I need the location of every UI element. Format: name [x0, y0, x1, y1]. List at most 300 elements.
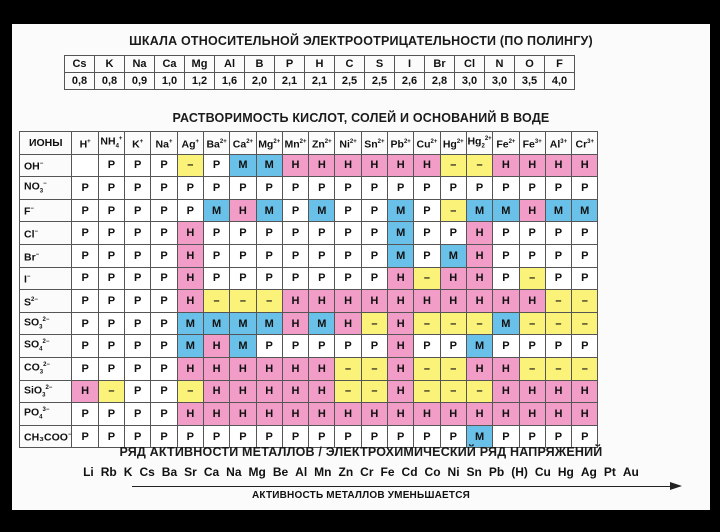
solubility-cell: М — [388, 222, 414, 245]
solubility-cell: Н — [203, 403, 229, 426]
solubility-cell: Р — [203, 244, 229, 267]
solubility-cell: Р — [72, 425, 98, 448]
metal-symbol: (H) — [511, 465, 528, 479]
cation-charge: + — [118, 136, 123, 142]
en-value-cell: 2,5 — [335, 73, 365, 90]
solubility-cell: Р — [125, 290, 151, 313]
solubility-cell: Р — [388, 177, 414, 200]
en-value-cell: 1,0 — [155, 73, 185, 90]
anion-subscript: 3 — [42, 392, 46, 399]
solubility-cell: М — [230, 312, 256, 335]
cation-charge: 2+ — [299, 138, 307, 145]
solubility-cell: Р — [203, 425, 229, 448]
anion-label — [20, 222, 72, 245]
solubility-cell: Р — [151, 312, 177, 335]
activity-decrease-label: АКТИВНОСТЬ МЕТАЛЛОВ УМЕНЬШАЕТСЯ — [251, 490, 471, 501]
cation-header — [572, 132, 598, 155]
solubility-cell: Р — [72, 357, 98, 380]
anion-symbol: Cl — [24, 228, 35, 241]
en-element-cell: Cl — [455, 56, 485, 73]
anion-row — [20, 154, 598, 177]
solubility-cell: Р — [177, 425, 203, 448]
solubility-cell: – — [335, 380, 361, 403]
anion-row — [20, 403, 598, 426]
cation-symbol: NH — [100, 135, 116, 148]
solubility-cell: Н — [440, 290, 466, 313]
cation-symbol: Hg — [467, 135, 482, 148]
solubility-cell: Р — [519, 425, 545, 448]
solubility-cell: Р — [72, 335, 98, 358]
solubility-cell: – — [177, 380, 203, 403]
solubility-cell: Р — [414, 335, 440, 358]
solubility-cell: Р — [98, 290, 124, 313]
solubility-cell: Н — [388, 335, 414, 358]
solubility-cell: Н — [414, 154, 440, 177]
solubility-cell: Н — [230, 199, 256, 222]
metal-symbol: Mn — [314, 465, 332, 479]
cation-symbol: Al — [549, 138, 561, 151]
metal-symbol: Pb — [488, 465, 505, 479]
solubility-cell: Р — [493, 177, 519, 200]
solubility-cell: Р — [256, 267, 282, 290]
solubility-cell: Н — [203, 357, 229, 380]
cation-symbol: K — [132, 138, 140, 151]
en-element-cell: Mg — [185, 56, 215, 73]
cation-symbol: Na — [155, 138, 169, 151]
solubility-cell: Н — [309, 154, 335, 177]
solubility-cell: Р — [414, 222, 440, 245]
solubility-cell: Р — [230, 267, 256, 290]
en-value-cell: 2,8 — [425, 73, 455, 90]
cation-header — [335, 132, 361, 155]
solubility-cell: Н — [519, 154, 545, 177]
solubility-cell: Н — [230, 380, 256, 403]
solubility-cell: – — [361, 380, 387, 403]
cation-subscript: 2 — [481, 143, 485, 150]
solubility-cell: Н — [230, 403, 256, 426]
solubility-cell: – — [440, 357, 466, 380]
cation-charge: 3+ — [534, 138, 542, 145]
en-element-cell: S — [365, 56, 395, 73]
solubility-cell: Р — [98, 199, 124, 222]
solubility-cell: М — [177, 335, 203, 358]
anion-row — [20, 290, 598, 313]
solubility-cell: Р — [440, 425, 466, 448]
solubility-cell: Р — [282, 267, 308, 290]
anion-symbol: NO — [24, 180, 40, 193]
anion-subscript: 4 — [39, 346, 43, 353]
anion-label — [20, 403, 72, 426]
solubility-cell: Н — [493, 380, 519, 403]
solubility-cell: Р — [72, 403, 98, 426]
activity-series-title: РЯД АКТИВНОСТИ МЕТАЛЛОВ / ЭЛЕКТРОХИМИЧЕСКИЙ РЯД НАПРЯЖЕНИЙ — [119, 445, 603, 459]
solubility-cell: Р — [151, 335, 177, 358]
solubility-cell: Р — [282, 425, 308, 448]
metal-symbol: Cu — [534, 465, 551, 479]
solubility-cell: – — [177, 154, 203, 177]
anion-charge: 2− — [42, 316, 50, 323]
cation-header — [519, 132, 545, 155]
solubility-cell: Р — [151, 222, 177, 245]
solubility-cell: Р — [125, 335, 151, 358]
anion-subscript: 3 — [39, 324, 43, 331]
metal-symbol: Al — [295, 465, 308, 479]
metal-symbol: Sn — [466, 465, 482, 479]
anion-row — [20, 177, 598, 200]
en-value-cell: 3,5 — [515, 73, 545, 90]
solubility-cell: Р — [309, 267, 335, 290]
solubility-cell: Н — [309, 380, 335, 403]
metal-symbol: Li — [83, 465, 94, 479]
solubility-cell: – — [203, 290, 229, 313]
cation-charge: + — [87, 138, 91, 145]
solubility-cell: Н — [282, 312, 308, 335]
anion-subscript: 3 — [39, 188, 44, 195]
anion-subscript: 3 — [39, 369, 44, 376]
solubility-cell: М — [440, 244, 466, 267]
solubility-cell: Р — [361, 425, 387, 448]
solubility-cell: Н — [466, 267, 492, 290]
solubility-cell: Н — [177, 357, 203, 380]
activity-arrow-head — [670, 482, 682, 490]
en-value-cell: 2,1 — [305, 73, 335, 90]
cation-charge: 2+ — [377, 138, 385, 145]
anion-row — [20, 312, 598, 335]
cation-symbol: Ag — [181, 138, 196, 151]
solubility-cell: Н — [572, 154, 598, 177]
solubility-cell: Р — [98, 267, 124, 290]
anion-label — [20, 244, 72, 267]
solubility-cell: М — [177, 312, 203, 335]
solubility-cell: – — [545, 357, 571, 380]
anion-charge: − — [43, 181, 47, 188]
solubility-cell: Н — [414, 403, 440, 426]
solubility-cell: Р — [335, 199, 361, 222]
solubility-cell: Р — [282, 177, 308, 200]
solubility-cell: Р — [519, 335, 545, 358]
solubility-cell: Н — [493, 154, 519, 177]
solubility-cell: Н — [177, 222, 203, 245]
solubility-cell: М — [572, 199, 598, 222]
solubility-cell: Н — [282, 403, 308, 426]
metal-symbol: Be — [272, 465, 289, 479]
anion-symbol: CO — [24, 361, 40, 374]
solubility-cell: Р — [466, 177, 492, 200]
anion-label — [20, 154, 72, 177]
metal-symbol: Zn — [338, 465, 354, 479]
cation-subscript: 4 — [115, 143, 119, 150]
en-value-cell: 4,0 — [545, 73, 575, 90]
solubility-cell: Р — [335, 267, 361, 290]
anion-row — [20, 244, 598, 267]
solubility-cell: Н — [177, 244, 203, 267]
anion-charge: − — [67, 432, 72, 439]
solubility-cell: Р — [98, 425, 124, 448]
solubility-cell: Н — [388, 154, 414, 177]
activity-arrow-line — [132, 486, 677, 487]
anion-label — [20, 267, 72, 290]
solubility-cell: Н — [466, 244, 492, 267]
solubility-cell: Н — [361, 290, 387, 313]
solubility-cell: Р — [72, 290, 98, 313]
solubility-cell: Н — [545, 403, 571, 426]
anion-charge: − — [30, 206, 34, 213]
solubility-cell: Р — [72, 267, 98, 290]
solubility-cell: Н — [493, 403, 519, 426]
solubility-cell: – — [440, 154, 466, 177]
solubility-cell: Р — [256, 425, 282, 448]
en-element-cell: Br — [425, 56, 455, 73]
solubility-cell: – — [519, 357, 545, 380]
solubility-cell: Н — [177, 267, 203, 290]
solubility-cell: М — [256, 312, 282, 335]
electronegativity-table — [64, 55, 575, 90]
en-element-cell: H — [305, 56, 335, 73]
solubility-cell: – — [230, 290, 256, 313]
solubility-cell: Р — [72, 312, 98, 335]
cation-charge: 2+ — [484, 136, 492, 142]
solubility-cell: Р — [72, 199, 98, 222]
reference-sheet — [12, 24, 710, 510]
cation-header — [545, 132, 571, 155]
solubility-cell: Р — [335, 177, 361, 200]
solubility-cell: Н — [545, 154, 571, 177]
cation-charge: 2+ — [456, 138, 464, 145]
en-value-cell: 2,5 — [365, 73, 395, 90]
solubility-cell: Р — [125, 199, 151, 222]
en-value-cell: 1,2 — [185, 73, 215, 90]
solubility-cell: Р — [151, 267, 177, 290]
en-element-cell: Na — [125, 56, 155, 73]
solubility-cell: Р — [519, 244, 545, 267]
solubility-cell: Н — [335, 290, 361, 313]
solubility-cell: Р — [151, 425, 177, 448]
solubility-cell: Р — [572, 244, 598, 267]
cation-charge: 2+ — [430, 138, 438, 145]
cation-charge: 3+ — [587, 138, 595, 145]
cation-charge: 2+ — [508, 138, 516, 145]
cation-symbol: Ni — [339, 138, 350, 151]
solubility-cell: М — [493, 199, 519, 222]
solubility-cell: Р — [125, 177, 151, 200]
solubility-cell: Р — [72, 244, 98, 267]
solubility-cell: Н — [572, 380, 598, 403]
solubility-cell: Н — [388, 267, 414, 290]
solubility-cell: Р — [282, 244, 308, 267]
anion-row — [20, 222, 598, 245]
anion-label — [20, 380, 72, 403]
anion-row — [20, 199, 598, 222]
metal-symbol: Rb — [100, 465, 117, 479]
solubility-cell: Р — [98, 222, 124, 245]
solubility-cell: Р — [361, 267, 387, 290]
solubility-cell: Р — [335, 335, 361, 358]
solubility-cell: М — [309, 199, 335, 222]
en-value-cell: 2,0 — [245, 73, 275, 90]
solubility-cell: Н — [177, 290, 203, 313]
solubility-cell: М — [230, 154, 256, 177]
solubility-cell: Н — [177, 403, 203, 426]
solubility-cell: Р — [98, 357, 124, 380]
anion-charge: 2− — [43, 361, 50, 368]
solubility-cell: Р — [545, 244, 571, 267]
solubility-table — [19, 131, 598, 448]
metal-symbol: Mg — [248, 465, 266, 479]
solubility-cell: Н — [572, 403, 598, 426]
anion-row — [20, 335, 598, 358]
anion-symbol: SiO — [24, 384, 43, 397]
cation-header — [98, 132, 124, 155]
solubility-cell: – — [545, 290, 571, 313]
solubility-cell: Н — [256, 403, 282, 426]
solubility-cell: – — [414, 357, 440, 380]
en-value-cell: 0,9 — [125, 73, 155, 90]
solubility-cell: Р — [493, 425, 519, 448]
solubility-cell: Р — [493, 244, 519, 267]
solubility-cell: Р — [256, 244, 282, 267]
en-value-cell: 1,6 — [215, 73, 245, 90]
solubility-cell: М — [545, 199, 571, 222]
solubility-cell: Н — [230, 357, 256, 380]
cation-header — [361, 132, 387, 155]
solubility-cell: Р — [177, 199, 203, 222]
solubility-cell: Р — [414, 425, 440, 448]
solubility-cell: М — [230, 335, 256, 358]
anion-symbol: SO — [24, 316, 40, 329]
metal-symbol: Fe — [380, 465, 395, 479]
en-value-cell: 2,6 — [395, 73, 425, 90]
solubility-cell: – — [414, 267, 440, 290]
solubility-cell: Р — [361, 222, 387, 245]
solubility-cell: Р — [98, 177, 124, 200]
solubility-cell: Н — [361, 403, 387, 426]
solubility-cell: Р — [72, 222, 98, 245]
solubility-cell: Н — [388, 290, 414, 313]
solubility-cell: Р — [545, 425, 571, 448]
solubility-cell: Н — [388, 380, 414, 403]
solubility-cell: Р — [125, 154, 151, 177]
solubility-cell: – — [440, 312, 466, 335]
cation-header — [72, 132, 98, 155]
solubility-cell: Р — [440, 177, 466, 200]
cation-symbol: Ca — [232, 138, 247, 151]
metal-symbol: Sr — [184, 465, 197, 479]
anion-row — [20, 380, 598, 403]
metal-symbol: K — [123, 465, 133, 479]
solubility-cell: Н — [203, 380, 229, 403]
en-value-cell: 3,0 — [485, 73, 515, 90]
en-value-cell: 0,8 — [95, 73, 125, 90]
solubility-title: РАСТВОРИМОСТЬ КИСЛОТ, СОЛЕЙ И ОСНОВАНИЙ В ВОДЕ — [172, 111, 550, 125]
electronegativity-title: ШКАЛА ОТНОСИТЕЛЬНОЙ ЭЛЕКТРООТРИЦАТЕЛЬНОСТИ (ПО ПОЛИНГУ) — [129, 34, 593, 48]
solubility-cell: Р — [151, 357, 177, 380]
anion-row — [20, 267, 598, 290]
metal-symbol: Pt — [603, 465, 616, 479]
solubility-cell: Н — [335, 154, 361, 177]
solubility-cell: Р — [125, 222, 151, 245]
cation-charge: + — [168, 138, 173, 145]
solubility-cell: – — [256, 290, 282, 313]
solubility-cell: Р — [98, 335, 124, 358]
metal-symbol: Ni — [447, 465, 460, 479]
solubility-cell: Р — [230, 244, 256, 267]
cation-header — [125, 132, 151, 155]
solubility-cell: Р — [203, 222, 229, 245]
solubility-cell: М — [256, 199, 282, 222]
metal-symbol: Ba — [161, 465, 178, 479]
solubility-cell: – — [440, 199, 466, 222]
solubility-cell: Н — [282, 154, 308, 177]
cation-header — [414, 132, 440, 155]
solubility-cell: Н — [309, 403, 335, 426]
en-element-cell: F — [545, 56, 575, 73]
solubility-cell: Н — [466, 290, 492, 313]
solubility-cell: Р — [203, 267, 229, 290]
cation-charge: 3+ — [560, 138, 568, 145]
anion-charge: − — [39, 161, 44, 168]
solubility-cell: Р — [125, 425, 151, 448]
solubility-cell: – — [440, 380, 466, 403]
anion-charge: 3− — [42, 407, 50, 414]
solubility-cell: М — [203, 199, 229, 222]
solubility-cell: Р — [98, 312, 124, 335]
solubility-cell: Н — [493, 290, 519, 313]
en-element-cell: O — [515, 56, 545, 73]
en-element-cell: Cs — [65, 56, 95, 73]
solubility-cell: Р — [151, 290, 177, 313]
solubility-cell: – — [98, 380, 124, 403]
cation-header — [282, 132, 308, 155]
solubility-cell — [72, 154, 98, 177]
solubility-cell: Р — [151, 199, 177, 222]
solubility-cell: Р — [151, 403, 177, 426]
solubility-cell: Р — [309, 222, 335, 245]
solubility-cell: Р — [151, 380, 177, 403]
solubility-cell: М — [309, 312, 335, 335]
cation-symbol: Zn — [311, 138, 325, 151]
solubility-cell: Н — [203, 335, 229, 358]
solubility-cell: Н — [519, 380, 545, 403]
cation-header — [466, 132, 492, 155]
solubility-cell: Р — [125, 244, 151, 267]
solubility-cell: Р — [335, 244, 361, 267]
en-value-cell: 2,1 — [275, 73, 305, 90]
solubility-cell: – — [519, 267, 545, 290]
solubility-cell: Н — [414, 290, 440, 313]
cation-charge: + — [139, 138, 144, 145]
ions-header: ИОНЫ — [20, 132, 72, 155]
solubility-cell: Н — [335, 403, 361, 426]
en-value-cell: 0,8 — [65, 73, 95, 90]
anion-charge: − — [34, 228, 39, 235]
anion-label — [20, 177, 72, 200]
solubility-cell: Р — [572, 425, 598, 448]
anion-charge: 2− — [42, 339, 50, 346]
cation-header — [151, 132, 177, 155]
anion-label — [20, 290, 72, 313]
anion-subscript: 4 — [39, 414, 43, 421]
solubility-cell: Н — [466, 357, 492, 380]
activity-series — [12, 465, 710, 479]
solubility-cell: Р — [203, 177, 229, 200]
cation-charge: 2+ — [403, 138, 411, 145]
solubility-cell: – — [414, 380, 440, 403]
solubility-cell: М — [493, 312, 519, 335]
metal-symbol: Na — [226, 465, 242, 479]
solubility-cell: Н — [466, 403, 492, 426]
cation-symbol: Ba — [206, 138, 220, 151]
metal-symbol: Cs — [139, 465, 155, 479]
